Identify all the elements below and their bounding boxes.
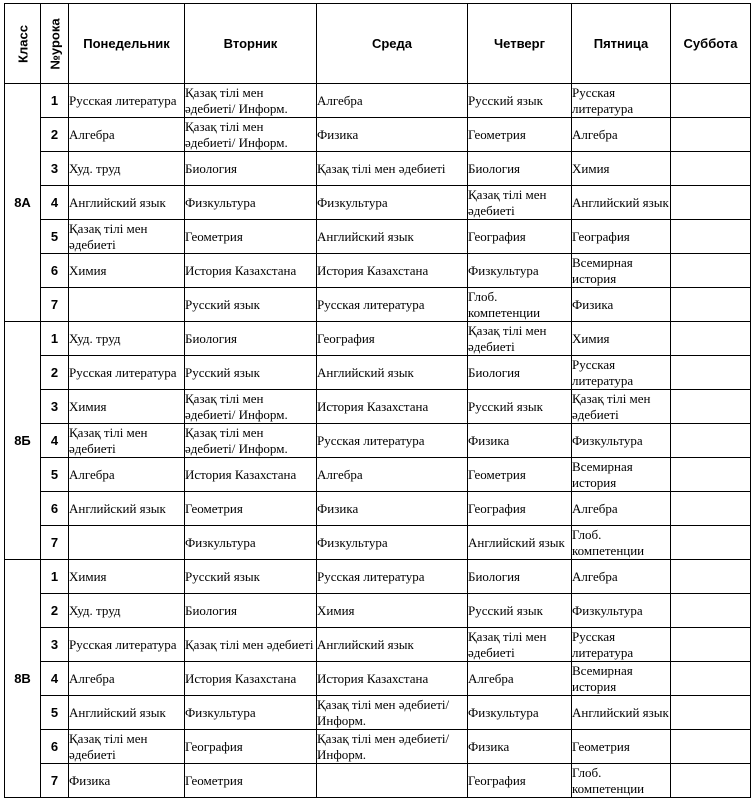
schedule-row [5,628,751,662]
subject-cell-saturday [671,526,751,560]
lesson-number-cell: 7 [41,764,69,798]
subject-cell-wednesday: Қазақ тілі мен әдебиеті/ Информ. [317,730,468,764]
subject-cell-tuesday: Русский язык [185,288,317,322]
subject-cell-thursday: Английский язык [468,526,572,560]
subject-cell-thursday: Қазақ тілі мен әдебиеті [468,322,572,356]
subject-cell-wednesday: Алгебра [317,458,468,492]
schedule-row [5,152,751,186]
subject-cell-thursday: Геометрия [468,458,572,492]
lesson-number-column-header [41,4,69,84]
subject-cell-saturday [671,696,751,730]
subject-cell-thursday: Қазақ тілі мен әдебиеті [468,186,572,220]
subject-cell-tuesday: Геометрия [185,492,317,526]
subject-cell-tuesday: Қазақ тілі мен әдебиеті/ Информ. [185,118,317,152]
subject-cell-thursday: География [468,764,572,798]
schedule-row [5,560,751,594]
lesson-number-cell: 3 [41,628,69,662]
subject-cell-saturday [671,390,751,424]
schedule-row [5,730,751,764]
subject-cell-friday: Химия [572,152,671,186]
subject-cell-saturday [671,118,751,152]
subject-cell-friday: Геометрия [572,730,671,764]
subject-cell-tuesday: Физкультура [185,696,317,730]
lesson-number-cell: 4 [41,186,69,220]
subject-cell-wednesday: Физкультура [317,186,468,220]
subject-cell-friday: География [572,220,671,254]
subject-cell-friday: Алгебра [572,118,671,152]
subject-cell-tuesday: История Казахстана [185,662,317,696]
lesson-number-cell: 2 [41,594,69,628]
subject-cell-saturday [671,288,751,322]
subject-cell-friday: Физкультура [572,424,671,458]
lesson-number-cell: 7 [41,526,69,560]
class-name-cell: 8А [5,84,41,322]
subject-cell-thursday: География [468,220,572,254]
lesson-number-header-label: №урока [47,17,62,70]
lesson-number-cell: 1 [41,322,69,356]
subject-cell-wednesday: Физика [317,118,468,152]
class-header-label: Класс [15,24,30,63]
lesson-number-cell: 4 [41,424,69,458]
subject-cell-monday: Русская литература [69,84,185,118]
subject-cell-monday: Худ. труд [69,152,185,186]
subject-cell-thursday: Геометрия [468,118,572,152]
subject-cell-thursday: Биология [468,152,572,186]
day-header-wednesday: Среда [317,4,468,84]
subject-cell-saturday [671,730,751,764]
subject-cell-tuesday: Қазақ тілі мен әдебиеті/ Информ. [185,390,317,424]
subject-cell-wednesday: Химия [317,594,468,628]
subject-cell-monday: Худ. труд [69,322,185,356]
subject-cell-tuesday: Физкультура [185,186,317,220]
class-name-cell: 8В [5,560,41,798]
subject-cell-tuesday: Геометрия [185,764,317,798]
subject-cell-thursday: Алгебра [468,662,572,696]
lesson-number-cell: 6 [41,492,69,526]
subject-cell-friday: Алгебра [572,560,671,594]
subject-cell-wednesday: История Казахстана [317,254,468,288]
subject-cell-saturday [671,186,751,220]
schedule-row [5,424,751,458]
subject-cell-thursday: Физика [468,424,572,458]
lesson-number-cell: 6 [41,254,69,288]
subject-cell-wednesday: География [317,322,468,356]
subject-cell-friday: Глоб. компетенции [572,764,671,798]
subject-cell-monday: Қазақ тілі мен әдебиеті [69,730,185,764]
subject-cell-monday: Қазақ тілі мен әдебиеті [69,220,185,254]
subject-cell-friday: Русская литература [572,84,671,118]
subject-cell-monday: Английский язык [69,696,185,730]
subject-cell-thursday: География [468,492,572,526]
subject-cell-friday: Русская литература [572,356,671,390]
schedule-row [5,696,751,730]
subject-cell-friday: Всемирная история [572,662,671,696]
subject-cell-monday: Химия [69,560,185,594]
subject-cell-saturday [671,322,751,356]
subject-cell-monday: Химия [69,254,185,288]
subject-cell-wednesday: Английский язык [317,220,468,254]
subject-cell-saturday [671,764,751,798]
subject-cell-saturday [671,424,751,458]
subject-cell-friday: Алгебра [572,492,671,526]
subject-cell-wednesday: Русская литература [317,424,468,458]
subject-cell-monday: Английский язык [69,492,185,526]
subject-cell-wednesday: История Казахстана [317,662,468,696]
subject-cell-saturday [671,594,751,628]
subject-cell-saturday [671,458,751,492]
subject-cell-friday: Русская литература [572,628,671,662]
subject-cell-monday: Химия [69,390,185,424]
day-header-saturday: Суббота [671,4,751,84]
subject-cell-saturday [671,560,751,594]
day-header-monday: Понедельник [69,4,185,84]
day-header-friday: Пятница [572,4,671,84]
subject-cell-monday: Алгебра [69,662,185,696]
subject-cell-saturday [671,628,751,662]
lesson-number-cell: 1 [41,560,69,594]
subject-cell-wednesday: Қазақ тілі мен әдебиеті/ Информ. [317,696,468,730]
subject-cell-tuesday: Русский язык [185,560,317,594]
subject-cell-tuesday: История Казахстана [185,254,317,288]
schedule-row [5,390,751,424]
schedule-row [5,356,751,390]
subject-cell-tuesday: География [185,730,317,764]
subject-cell-friday: Английский язык [572,696,671,730]
lesson-number-cell: 6 [41,730,69,764]
lesson-number-cell: 2 [41,118,69,152]
subject-cell-friday: Физкультура [572,594,671,628]
subject-cell-thursday: Глоб. компетенции [468,288,572,322]
subject-cell-tuesday: Қазақ тілі мен әдебиеті [185,628,317,662]
schedule-row [5,322,751,356]
subject-cell-monday [69,288,185,322]
subject-cell-thursday: Биология [468,356,572,390]
subject-cell-friday: Глоб. компетенции [572,526,671,560]
subject-cell-thursday: Қазақ тілі мен әдебиеті [468,628,572,662]
subject-cell-monday [69,526,185,560]
subject-cell-thursday: Русский язык [468,594,572,628]
subject-cell-wednesday: Физкультура [317,526,468,560]
subject-cell-thursday: Биология [468,560,572,594]
subject-cell-friday: Английский язык [572,186,671,220]
subject-cell-tuesday: Биология [185,322,317,356]
lesson-number-cell: 7 [41,288,69,322]
subject-cell-friday: Химия [572,322,671,356]
subject-cell-saturday [671,84,751,118]
subject-cell-wednesday: Алгебра [317,84,468,118]
day-header-thursday: Четверг [468,4,572,84]
schedule-body [5,84,751,798]
subject-cell-wednesday [317,764,468,798]
subject-cell-friday: Всемирная история [572,254,671,288]
subject-cell-saturday [671,662,751,696]
lesson-number-cell: 4 [41,662,69,696]
day-header-tuesday: Вторник [185,4,317,84]
subject-cell-thursday: Физкультура [468,254,572,288]
schedule-row [5,764,751,798]
subject-cell-wednesday: Английский язык [317,356,468,390]
lesson-number-cell: 5 [41,458,69,492]
subject-cell-tuesday: Қазақ тілі мен әдебиеті/ Информ. [185,424,317,458]
subject-cell-saturday [671,254,751,288]
subject-cell-tuesday: Қазақ тілі мен әдебиеті/ Информ. [185,84,317,118]
subject-cell-monday: Английский язык [69,186,185,220]
lesson-number-cell: 2 [41,356,69,390]
subject-cell-friday: Всемирная история [572,458,671,492]
schedule-row [5,526,751,560]
subject-cell-monday: Қазақ тілі мен әдебиеті [69,424,185,458]
subject-cell-saturday [671,356,751,390]
subject-cell-thursday: Русский язык [468,390,572,424]
schedule-row [5,118,751,152]
subject-cell-tuesday: Физкультура [185,526,317,560]
subject-cell-tuesday: Русский язык [185,356,317,390]
subject-cell-monday: Физика [69,764,185,798]
subject-cell-tuesday: Биология [185,594,317,628]
subject-cell-wednesday: Физика [317,492,468,526]
schedule-row [5,662,751,696]
subject-cell-friday: Физика [572,288,671,322]
subject-cell-thursday: Русский язык [468,84,572,118]
schedule-table [4,3,751,798]
subject-cell-monday: Русская литература [69,356,185,390]
subject-cell-thursday: Физика [468,730,572,764]
subject-cell-wednesday: Английский язык [317,628,468,662]
schedule-row [5,492,751,526]
schedule-row [5,594,751,628]
schedule-row [5,458,751,492]
subject-cell-saturday [671,152,751,186]
subject-cell-thursday: Физкультура [468,696,572,730]
subject-cell-tuesday: Геометрия [185,220,317,254]
subject-cell-wednesday: История Казахстана [317,390,468,424]
subject-cell-tuesday: История Казахстана [185,458,317,492]
subject-cell-friday: Қазақ тілі мен әдебиеті [572,390,671,424]
schedule-row [5,254,751,288]
subject-cell-monday: Алгебра [69,118,185,152]
subject-cell-saturday [671,492,751,526]
lesson-number-cell: 1 [41,84,69,118]
subject-cell-wednesday: Қазақ тілі мен әдебиеті [317,152,468,186]
header-row [5,4,751,84]
lesson-number-cell: 3 [41,390,69,424]
subject-cell-wednesday: Русская литература [317,560,468,594]
subject-cell-monday: Русская литература [69,628,185,662]
schedule-row [5,220,751,254]
class-column-header [5,4,41,84]
class-name-cell: 8Б [5,322,41,560]
subject-cell-wednesday: Русская литература [317,288,468,322]
subject-cell-monday: Алгебра [69,458,185,492]
subject-cell-saturday [671,220,751,254]
lesson-number-cell: 3 [41,152,69,186]
lesson-number-cell: 5 [41,696,69,730]
schedule-row [5,288,751,322]
schedule-row [5,186,751,220]
lesson-number-cell: 5 [41,220,69,254]
schedule-row [5,84,751,118]
subject-cell-tuesday: Биология [185,152,317,186]
subject-cell-monday: Худ. труд [69,594,185,628]
